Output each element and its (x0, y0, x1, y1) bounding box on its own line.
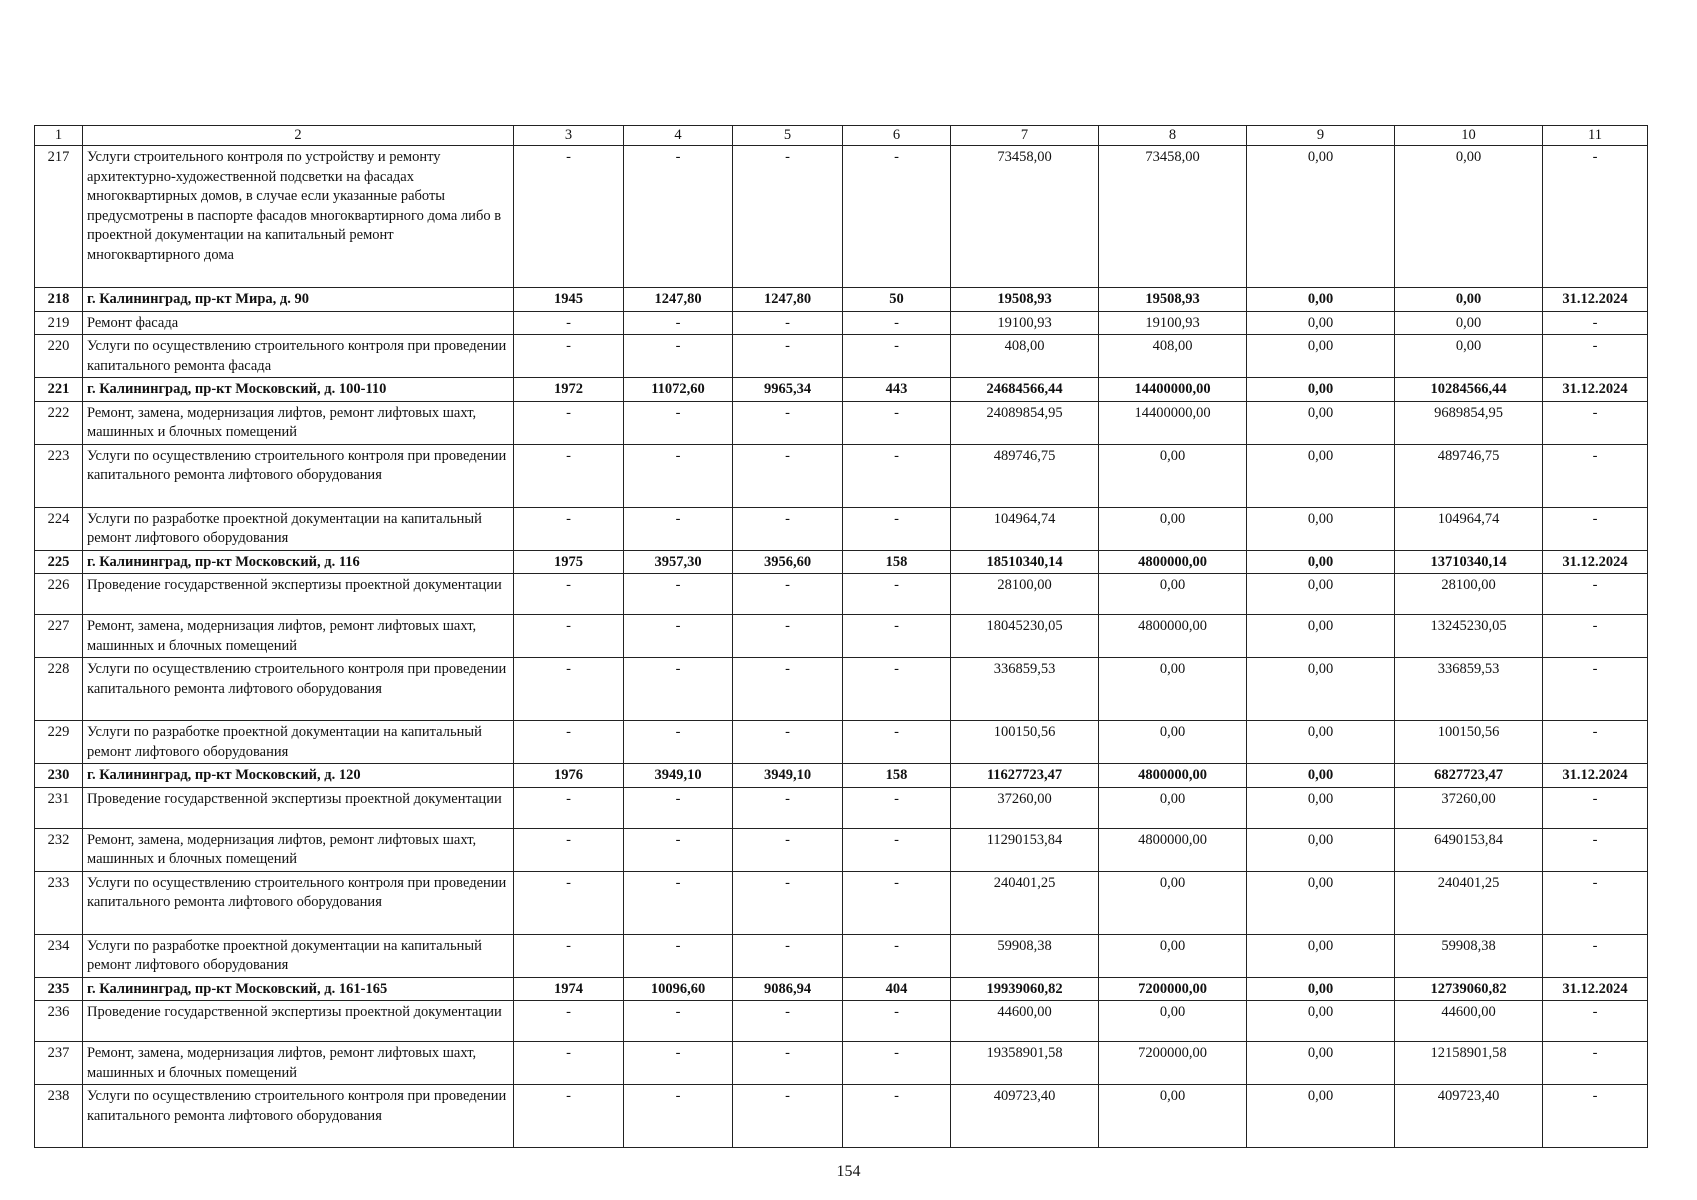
year-cell: - (514, 721, 624, 764)
owner-cost-cell: 336859,53 (1395, 658, 1543, 721)
fund-cost-cell: 0,00 (1099, 934, 1247, 977)
owner-cost-cell: 13710340,14 (1395, 550, 1543, 574)
total-cost-cell: 11627723,47 (951, 764, 1099, 788)
row-number: 218 (35, 288, 83, 312)
column-number-row (35, 126, 1648, 146)
work-description: Услуги по разработке проектной документации на капитальный ремонт лифтового оборудования (83, 934, 514, 977)
owner-cost-cell: 0,00 (1395, 311, 1543, 335)
residents-cell: - (843, 401, 951, 444)
row-number: 237 (35, 1042, 83, 1085)
residents-cell: 50 (843, 288, 951, 312)
area-living-cell: - (733, 615, 843, 658)
row-number: 229 (35, 721, 83, 764)
year-cell: - (514, 828, 624, 871)
total-cost-cell: 24089854,95 (951, 401, 1099, 444)
area-living-cell: - (733, 444, 843, 507)
address-row (35, 977, 1648, 1001)
work-description: Услуги по осуществлению строительного контроля при проведении капитального ремонта лифтового оборудования (83, 871, 514, 934)
year-cell: - (514, 1001, 624, 1042)
area-living-cell: - (733, 146, 843, 288)
work-description: Ремонт фасада (83, 311, 514, 335)
fund-cost-cell: 0,00 (1099, 574, 1247, 615)
row-number: 223 (35, 444, 83, 507)
deadline-cell: - (1543, 507, 1648, 550)
area-living-cell: 9086,94 (733, 977, 843, 1001)
residents-cell: 443 (843, 378, 951, 402)
work-description: Услуги по разработке проектной документации на капитальный ремонт лифтового оборудования (83, 507, 514, 550)
area-living-cell: - (733, 871, 843, 934)
budget-cost-cell: 0,00 (1247, 658, 1395, 721)
column-number: 9 (1247, 126, 1395, 146)
area-living-cell: - (733, 401, 843, 444)
year-cell: - (514, 1085, 624, 1148)
address-cell: г. Калининград, пр-кт Московский, д. 100-110 (83, 378, 514, 402)
owner-cost-cell: 6490153,84 (1395, 828, 1543, 871)
deadline-cell: 31.12.2024 (1543, 550, 1648, 574)
total-cost-cell: 104964,74 (951, 507, 1099, 550)
year-cell: - (514, 871, 624, 934)
budget-cost-cell: 0,00 (1247, 401, 1395, 444)
area-total-cell: - (624, 934, 733, 977)
budget-cost-cell: 0,00 (1247, 288, 1395, 312)
work-description: Проведение государственной экспертизы проектной документации (83, 787, 514, 828)
work-description: Услуги по осуществлению строительного контроля при проведении капитального ремонта фасада (83, 335, 514, 378)
owner-cost-cell: 37260,00 (1395, 787, 1543, 828)
budget-cost-cell: 0,00 (1247, 311, 1395, 335)
owner-cost-cell: 44600,00 (1395, 1001, 1543, 1042)
row-number: 217 (35, 146, 83, 288)
column-number: 7 (951, 126, 1099, 146)
work-item-row (35, 574, 1648, 615)
work-description: Проведение государственной экспертизы проектной документации (83, 574, 514, 615)
owner-cost-cell: 0,00 (1395, 288, 1543, 312)
address-row (35, 288, 1648, 312)
work-item-row (35, 1042, 1648, 1085)
work-item-row (35, 1085, 1648, 1148)
total-cost-cell: 28100,00 (951, 574, 1099, 615)
total-cost-cell: 19939060,82 (951, 977, 1099, 1001)
fund-cost-cell: 0,00 (1099, 1085, 1247, 1148)
work-item-row (35, 787, 1648, 828)
deadline-cell: - (1543, 1042, 1648, 1085)
deadline-cell: - (1543, 615, 1648, 658)
owner-cost-cell: 10284566,44 (1395, 378, 1543, 402)
work-description: Услуги по осуществлению строительного контроля при проведении капитального ремонта лифтового оборудования (83, 444, 514, 507)
residents-cell: - (843, 335, 951, 378)
deadline-cell: 31.12.2024 (1543, 378, 1648, 402)
budget-cost-cell: 0,00 (1247, 828, 1395, 871)
work-item-row (35, 871, 1648, 934)
address-cell: г. Калининград, пр-кт Мира, д. 90 (83, 288, 514, 312)
deadline-cell: - (1543, 401, 1648, 444)
area-living-cell: - (733, 1001, 843, 1042)
fund-cost-cell: 0,00 (1099, 658, 1247, 721)
column-number: 4 (624, 126, 733, 146)
owner-cost-cell: 0,00 (1395, 146, 1543, 288)
budget-cost-cell: 0,00 (1247, 378, 1395, 402)
total-cost-cell: 19100,93 (951, 311, 1099, 335)
address-cell: г. Калининград, пр-кт Московский, д. 116 (83, 550, 514, 574)
budget-cost-cell: 0,00 (1247, 934, 1395, 977)
year-cell: - (514, 1042, 624, 1085)
row-number: 236 (35, 1001, 83, 1042)
owner-cost-cell: 6827723,47 (1395, 764, 1543, 788)
year-cell: - (514, 574, 624, 615)
deadline-cell: - (1543, 934, 1648, 977)
area-living-cell: - (733, 1042, 843, 1085)
column-number: 8 (1099, 126, 1247, 146)
owner-cost-cell: 9689854,95 (1395, 401, 1543, 444)
fund-cost-cell: 7200000,00 (1099, 1042, 1247, 1085)
row-number: 222 (35, 401, 83, 444)
owner-cost-cell: 12739060,82 (1395, 977, 1543, 1001)
fund-cost-cell: 19508,93 (1099, 288, 1247, 312)
area-total-cell: 11072,60 (624, 378, 733, 402)
residents-cell: - (843, 934, 951, 977)
work-description: Ремонт, замена, модернизация лифтов, ремонт лифтовых шахт, машинных и блочных помещений (83, 1042, 514, 1085)
budget-cost-cell: 0,00 (1247, 615, 1395, 658)
deadline-cell: - (1543, 1085, 1648, 1148)
year-cell: - (514, 507, 624, 550)
fund-cost-cell: 0,00 (1099, 444, 1247, 507)
area-living-cell: - (733, 311, 843, 335)
residents-cell: 404 (843, 977, 951, 1001)
residents-cell: 158 (843, 550, 951, 574)
area-total-cell: - (624, 828, 733, 871)
residents-cell: - (843, 828, 951, 871)
budget-cost-cell: 0,00 (1247, 977, 1395, 1001)
residents-cell: - (843, 1042, 951, 1085)
fund-cost-cell: 0,00 (1099, 871, 1247, 934)
deadline-cell: - (1543, 721, 1648, 764)
deadline-cell: - (1543, 871, 1648, 934)
work-item-row (35, 335, 1648, 378)
deadline-cell: - (1543, 444, 1648, 507)
area-total-cell: - (624, 444, 733, 507)
fund-cost-cell: 408,00 (1099, 335, 1247, 378)
fund-cost-cell: 14400000,00 (1099, 378, 1247, 402)
area-living-cell: - (733, 787, 843, 828)
year-cell: 1972 (514, 378, 624, 402)
total-cost-cell: 18045230,05 (951, 615, 1099, 658)
year-cell: - (514, 444, 624, 507)
area-total-cell: 3957,30 (624, 550, 733, 574)
row-number: 221 (35, 378, 83, 402)
fund-cost-cell: 4800000,00 (1099, 550, 1247, 574)
work-description: Ремонт, замена, модернизация лифтов, ремонт лифтовых шахт, машинных и блочных помещений (83, 401, 514, 444)
budget-cost-cell: 0,00 (1247, 721, 1395, 764)
owner-cost-cell: 240401,25 (1395, 871, 1543, 934)
year-cell: - (514, 658, 624, 721)
budget-cost-cell: 0,00 (1247, 1042, 1395, 1085)
page-number: 154 (836, 1163, 861, 1180)
residents-cell: - (843, 1085, 951, 1148)
deadline-cell: - (1543, 1001, 1648, 1042)
work-item-row (35, 658, 1648, 721)
budget-cost-cell: 0,00 (1247, 146, 1395, 288)
owner-cost-cell: 100150,56 (1395, 721, 1543, 764)
area-total-cell: 3949,10 (624, 764, 733, 788)
total-cost-cell: 18510340,14 (951, 550, 1099, 574)
address-row (35, 764, 1648, 788)
area-living-cell: 1247,80 (733, 288, 843, 312)
year-cell: 1976 (514, 764, 624, 788)
column-number: 1 (35, 126, 83, 146)
fund-cost-cell: 4800000,00 (1099, 828, 1247, 871)
area-total-cell: - (624, 615, 733, 658)
fund-cost-cell: 0,00 (1099, 787, 1247, 828)
year-cell: 1945 (514, 288, 624, 312)
fund-cost-cell: 73458,00 (1099, 146, 1247, 288)
work-item-row (35, 828, 1648, 871)
total-cost-cell: 19508,93 (951, 288, 1099, 312)
fund-cost-cell: 0,00 (1099, 507, 1247, 550)
budget-cost-cell: 0,00 (1247, 1001, 1395, 1042)
area-total-cell: - (624, 1085, 733, 1148)
area-total-cell: - (624, 507, 733, 550)
budget-cost-cell: 0,00 (1247, 764, 1395, 788)
area-total-cell: 10096,60 (624, 977, 733, 1001)
work-description: Проведение государственной экспертизы проектной документации (83, 1001, 514, 1042)
data-table (34, 125, 1648, 1148)
area-living-cell: - (733, 721, 843, 764)
total-cost-cell: 73458,00 (951, 146, 1099, 288)
work-description: Услуги по разработке проектной документации на капитальный ремонт лифтового оборудования (83, 721, 514, 764)
column-number: 11 (1543, 126, 1648, 146)
residents-cell: - (843, 787, 951, 828)
area-living-cell: 3949,10 (733, 764, 843, 788)
residents-cell: - (843, 146, 951, 288)
total-cost-cell: 37260,00 (951, 787, 1099, 828)
work-description: Услуги по осуществлению строительного контроля при проведении капитального ремонта лифтового оборудования (83, 658, 514, 721)
year-cell: - (514, 146, 624, 288)
area-living-cell: - (733, 658, 843, 721)
address-cell: г. Калининград, пр-кт Московский, д. 161-165 (83, 977, 514, 1001)
area-total-cell: - (624, 146, 733, 288)
row-number: 232 (35, 828, 83, 871)
residents-cell: 158 (843, 764, 951, 788)
address-row (35, 550, 1648, 574)
residents-cell: - (843, 658, 951, 721)
column-number: 3 (514, 126, 624, 146)
work-description: Ремонт, замена, модернизация лифтов, ремонт лифтовых шахт, машинных и блочных помещений (83, 828, 514, 871)
year-cell: - (514, 335, 624, 378)
row-number: 226 (35, 574, 83, 615)
fund-cost-cell: 0,00 (1099, 721, 1247, 764)
residents-cell: - (843, 574, 951, 615)
owner-cost-cell: 0,00 (1395, 335, 1543, 378)
fund-cost-cell: 4800000,00 (1099, 764, 1247, 788)
row-number: 228 (35, 658, 83, 721)
year-cell: - (514, 311, 624, 335)
column-number: 2 (83, 126, 514, 146)
deadline-cell: - (1543, 335, 1648, 378)
work-item-row (35, 146, 1648, 288)
area-living-cell: - (733, 335, 843, 378)
area-living-cell: - (733, 828, 843, 871)
residents-cell: - (843, 615, 951, 658)
residents-cell: - (843, 1001, 951, 1042)
fund-cost-cell: 4800000,00 (1099, 615, 1247, 658)
area-total-cell: - (624, 335, 733, 378)
deadline-cell: - (1543, 311, 1648, 335)
residents-cell: - (843, 444, 951, 507)
area-total-cell: - (624, 871, 733, 934)
year-cell: - (514, 934, 624, 977)
residents-cell: - (843, 507, 951, 550)
area-living-cell: - (733, 934, 843, 977)
total-cost-cell: 240401,25 (951, 871, 1099, 934)
area-total-cell: - (624, 1001, 733, 1042)
year-cell: - (514, 401, 624, 444)
area-total-cell: - (624, 721, 733, 764)
row-number: 235 (35, 977, 83, 1001)
work-item-row (35, 401, 1648, 444)
work-item-row (35, 444, 1648, 507)
work-item-row (35, 507, 1648, 550)
area-total-cell: - (624, 401, 733, 444)
row-number: 230 (35, 764, 83, 788)
deadline-cell: - (1543, 146, 1648, 288)
owner-cost-cell: 489746,75 (1395, 444, 1543, 507)
year-cell: - (514, 787, 624, 828)
work-item-row (35, 934, 1648, 977)
owner-cost-cell: 12158901,58 (1395, 1042, 1543, 1085)
owner-cost-cell: 104964,74 (1395, 507, 1543, 550)
total-cost-cell: 19358901,58 (951, 1042, 1099, 1085)
column-number: 10 (1395, 126, 1543, 146)
owner-cost-cell: 409723,40 (1395, 1085, 1543, 1148)
fund-cost-cell: 7200000,00 (1099, 977, 1247, 1001)
work-item-row (35, 615, 1648, 658)
row-number: 220 (35, 335, 83, 378)
area-total-cell: - (624, 574, 733, 615)
area-living-cell: - (733, 1085, 843, 1148)
column-number: 6 (843, 126, 951, 146)
budget-cost-cell: 0,00 (1247, 444, 1395, 507)
area-total-cell: - (624, 658, 733, 721)
deadline-cell: 31.12.2024 (1543, 764, 1648, 788)
total-cost-cell: 11290153,84 (951, 828, 1099, 871)
fund-cost-cell: 14400000,00 (1099, 401, 1247, 444)
owner-cost-cell: 13245230,05 (1395, 615, 1543, 658)
area-total-cell: - (624, 1042, 733, 1085)
total-cost-cell: 100150,56 (951, 721, 1099, 764)
area-total-cell: 1247,80 (624, 288, 733, 312)
budget-cost-cell: 0,00 (1247, 550, 1395, 574)
budget-cost-cell: 0,00 (1247, 871, 1395, 934)
fund-cost-cell: 0,00 (1099, 1001, 1247, 1042)
residents-cell: - (843, 721, 951, 764)
year-cell: 1974 (514, 977, 624, 1001)
budget-cost-cell: 0,00 (1247, 335, 1395, 378)
total-cost-cell: 489746,75 (951, 444, 1099, 507)
area-living-cell: 3956,60 (733, 550, 843, 574)
total-cost-cell: 44600,00 (951, 1001, 1099, 1042)
area-living-cell: 9965,34 (733, 378, 843, 402)
row-number: 238 (35, 1085, 83, 1148)
total-cost-cell: 336859,53 (951, 658, 1099, 721)
area-total-cell: - (624, 311, 733, 335)
budget-cost-cell: 0,00 (1247, 574, 1395, 615)
budget-cost-cell: 0,00 (1247, 1085, 1395, 1148)
row-number: 227 (35, 615, 83, 658)
residents-cell: - (843, 311, 951, 335)
residents-cell: - (843, 871, 951, 934)
deadline-cell: - (1543, 787, 1648, 828)
budget-cost-cell: 0,00 (1247, 507, 1395, 550)
year-cell: - (514, 615, 624, 658)
area-total-cell: - (624, 787, 733, 828)
total-cost-cell: 408,00 (951, 335, 1099, 378)
total-cost-cell: 24684566,44 (951, 378, 1099, 402)
work-item-row (35, 311, 1648, 335)
row-number: 234 (35, 934, 83, 977)
work-description: Услуги по осуществлению строительного контроля при проведении капитального ремонта лифтового оборудования (83, 1085, 514, 1148)
year-cell: 1975 (514, 550, 624, 574)
fund-cost-cell: 19100,93 (1099, 311, 1247, 335)
total-cost-cell: 59908,38 (951, 934, 1099, 977)
work-item-row (35, 721, 1648, 764)
address-cell: г. Калининград, пр-кт Московский, д. 120 (83, 764, 514, 788)
area-living-cell: - (733, 574, 843, 615)
row-number: 231 (35, 787, 83, 828)
deadline-cell: - (1543, 658, 1648, 721)
work-description: Ремонт, замена, модернизация лифтов, ремонт лифтовых шахт, машинных и блочных помещений (83, 615, 514, 658)
row-number: 225 (35, 550, 83, 574)
budget-cost-cell: 0,00 (1247, 787, 1395, 828)
deadline-cell: 31.12.2024 (1543, 977, 1648, 1001)
work-item-row (35, 1001, 1648, 1042)
column-number: 5 (733, 126, 843, 146)
row-number: 219 (35, 311, 83, 335)
deadline-cell: 31.12.2024 (1543, 288, 1648, 312)
row-number: 224 (35, 507, 83, 550)
deadline-cell: - (1543, 828, 1648, 871)
owner-cost-cell: 59908,38 (1395, 934, 1543, 977)
row-number: 233 (35, 871, 83, 934)
owner-cost-cell: 28100,00 (1395, 574, 1543, 615)
work-description: Услуги строительного контроля по устройству и ремонту архитектурно-художественной подсветки на фасадах многоквартирных домов, в случае если указанные работы предусмотрены в паспорте фасадов многоквартирного дома либо в проектной документации на капитальный ремонт многоквартирного дома (83, 146, 514, 288)
deadline-cell: - (1543, 574, 1648, 615)
area-living-cell: - (733, 507, 843, 550)
address-row (35, 378, 1648, 402)
total-cost-cell: 409723,40 (951, 1085, 1099, 1148)
